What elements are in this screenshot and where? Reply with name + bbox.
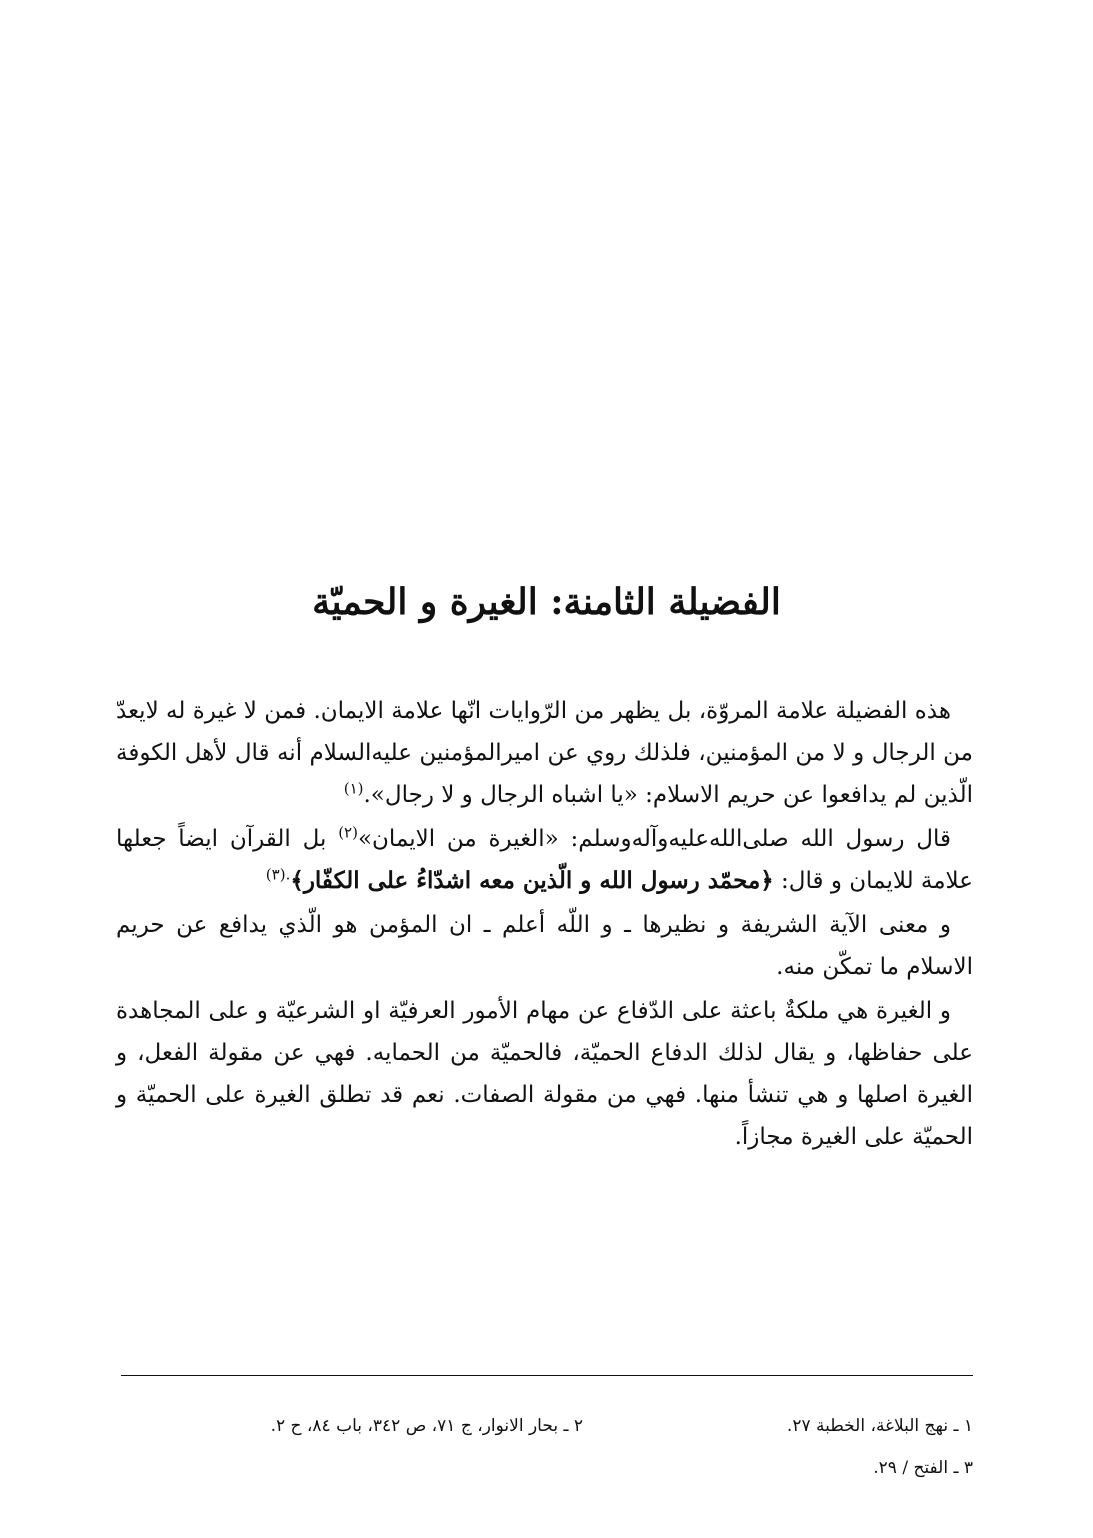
paragraph-3-text: و معنى الآية الشريفة و نظيرها ـ و اللّه أعلم ـ ان المؤمن هو الّذي يدافع عن حريم الاسلام ما تمكّن منه. <box>116 912 973 980</box>
paragraph-2-text-a: قال رسول الله صلى‌الله‌عليه‌وآله‌وسلم: «الغيرة من الايمان» <box>357 826 952 852</box>
paragraph-1 <box>116 690 973 816</box>
footnote-ref-3: .(٣) <box>265 865 291 884</box>
paragraph-1-text: هذه الفضيلة علامة المروّة، بل يظهر من الرّوايات انّها علامة الايمان. فمن لا غيرة له لايعدّ من الرجال و لا من المؤمنين، فلذلك روي عن اميرالمؤمنين عليه‌السلام أنه قال لأهل الكوفة الّذين لم يدافعوا عن حريم الاسلام: «يا اشباه الرجال و لا رجال». <box>116 698 973 808</box>
footnote-2: ٢ ـ بحار الانوار، ج ٧١، ص ٣٤٢، باب ٨٤، ح ٢. <box>270 1416 583 1436</box>
footnote-divider <box>121 1375 973 1376</box>
paragraph-4-text: و الغيرة هي ملكةٌ باعثة على الدّفاع عن مهام الأمور العرفيّة او الشرعيّة و على المجاهدة على حفاظها، و يقال لذلك الدفاع الحميّة، فالحميّة من الحمايه. فهي عن مقولة الفعل، و الغيرة اصلها و هي تنشأ منها. فهي من مقولة الصفات. نعم قد تطلق الغيرة على الحميّة و الحميّة على الغيرة مجازاً. <box>116 998 973 1150</box>
footnote-3: ٣ ـ الفتح / ٢٩. <box>873 1458 973 1478</box>
quran-verse: ﴿محمّد رسول الله و الّذين معه اشدّاءُ على الكفّار﴾ <box>290 867 774 894</box>
footnote-row-2 <box>121 1447 973 1489</box>
paragraph-2 <box>116 818 973 902</box>
footnote-1: ١ ـ نهج البلاغة، الخطبة ٢٧. <box>786 1416 973 1436</box>
footnotes <box>121 1405 973 1489</box>
body-text <box>116 690 973 1160</box>
paragraph-3 <box>116 904 973 988</box>
paragraph-2-text-b: بل القرآن ايضاً جعلها علامة للايمان و قال: <box>116 826 973 894</box>
footnote-row-1 <box>121 1405 973 1447</box>
footnote-ref-2: (٢) <box>338 823 358 842</box>
page-title: الفضيلة الثامنة: الغيرة و الحميّة <box>312 581 781 623</box>
paragraph-4 <box>116 990 973 1158</box>
footnote-ref-1: (١) <box>343 779 364 798</box>
